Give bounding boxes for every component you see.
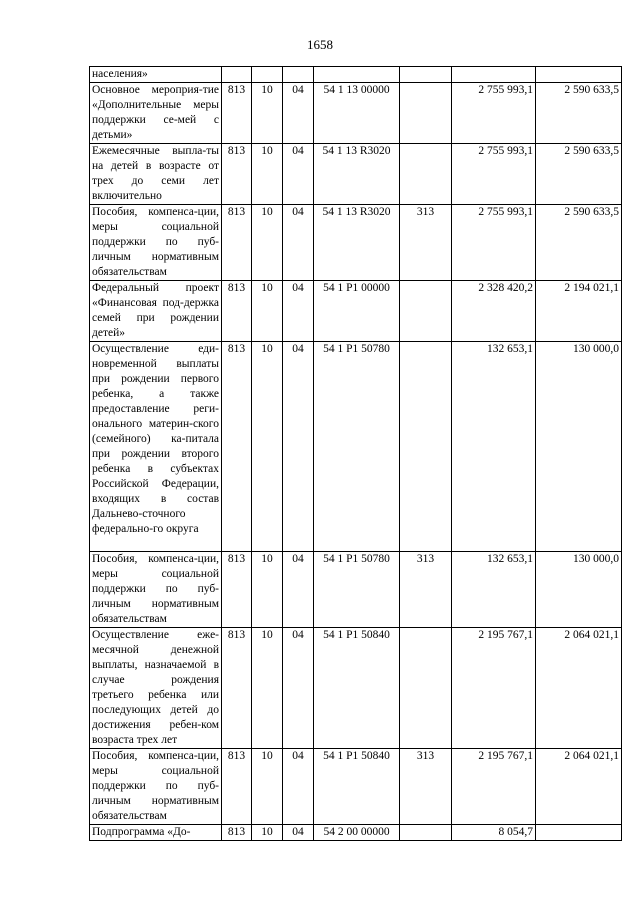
- table-row: [90, 281, 622, 342]
- subsection-cell: 04: [283, 83, 314, 144]
- subsection-cell: 04: [283, 205, 314, 281]
- expense-type-cell: [400, 825, 452, 841]
- subsection-cell: 04: [283, 825, 314, 841]
- amount-year2-cell: 130 000,0: [536, 552, 622, 628]
- section-cell: 10: [252, 205, 283, 281]
- grbs-cell: 813: [222, 825, 252, 841]
- amount-year1-cell: 2 755 993,1: [452, 205, 536, 281]
- table-row: [90, 825, 622, 841]
- budget-table: [89, 66, 622, 841]
- target-article-cell: 54 1 P1 50840: [314, 749, 400, 825]
- target-article-cell: 54 1 P1 50840: [314, 628, 400, 749]
- subsection-cell: 04: [283, 342, 314, 552]
- expense-type-cell: [400, 281, 452, 342]
- subsection-cell: 04: [283, 281, 314, 342]
- amount-year1-cell: 2 195 767,1: [452, 628, 536, 749]
- section-cell: 10: [252, 281, 283, 342]
- target-article-cell: 54 2 00 00000: [314, 825, 400, 841]
- table-row: [90, 205, 622, 281]
- expense-type-cell: 313: [400, 205, 452, 281]
- grbs-cell: 813: [222, 144, 252, 205]
- table-row: [90, 83, 622, 144]
- amount-year1-cell: 132 653,1: [452, 552, 536, 628]
- row-name-cell: Пособия, компенса-ции, меры социальной поддержки по пуб-личным нормативным обязательствам: [90, 552, 222, 628]
- row-name-cell: Осуществление еже-месячной денежной выплаты, назначаемой в случае рождения третьего ребенка или последующих детей до достижения ребен-ком возраста трех лет: [90, 628, 222, 749]
- expense-type-cell: [400, 342, 452, 552]
- section-cell: 10: [252, 749, 283, 825]
- amount-year1-cell: 132 653,1: [452, 342, 536, 552]
- subsection-cell: 04: [283, 749, 314, 825]
- grbs-cell: 813: [222, 628, 252, 749]
- table-row: [90, 628, 622, 749]
- section-cell: 10: [252, 825, 283, 841]
- row-name-cell: населения»: [90, 67, 222, 83]
- amount-year1-cell: 2 195 767,1: [452, 749, 536, 825]
- grbs-cell: [222, 67, 252, 83]
- section-cell: 10: [252, 628, 283, 749]
- grbs-cell: 813: [222, 552, 252, 628]
- row-name-cell: Ежемесячные выпла-ты на детей в возрасте от трех до семи лет включительно: [90, 144, 222, 205]
- expense-type-cell: 313: [400, 552, 452, 628]
- target-article-cell: 54 1 P1 50780: [314, 342, 400, 552]
- row-name-cell: Федеральный проект «Финансовая под-держка семей при рождении детей»: [90, 281, 222, 342]
- expense-type-cell: 313: [400, 749, 452, 825]
- grbs-cell: 813: [222, 281, 252, 342]
- amount-year2-cell: 2 064 021,1: [536, 749, 622, 825]
- amount-year1-cell: [452, 67, 536, 83]
- amount-year2-cell: 2 590 633,5: [536, 83, 622, 144]
- expense-type-cell: [400, 144, 452, 205]
- expense-type-cell: [400, 628, 452, 749]
- grbs-cell: 813: [222, 342, 252, 552]
- subsection-cell: 04: [283, 628, 314, 749]
- grbs-cell: 813: [222, 205, 252, 281]
- table-row: [90, 342, 622, 552]
- target-article-cell: 54 1 13 00000: [314, 83, 400, 144]
- amount-year1-cell: 8 054,7: [452, 825, 536, 841]
- amount-year2-cell: 2 590 633,5: [536, 144, 622, 205]
- section-cell: 10: [252, 342, 283, 552]
- amount-year1-cell: 2 755 993,1: [452, 144, 536, 205]
- subsection-cell: 04: [283, 552, 314, 628]
- amount-year2-cell: [536, 825, 622, 841]
- section-cell: 10: [252, 83, 283, 144]
- row-name-cell: Пособия, компенса-ции, меры социальной поддержки по пуб-личным нормативным обязательствам: [90, 749, 222, 825]
- section-cell: 10: [252, 144, 283, 205]
- table-row: [90, 67, 622, 83]
- section-cell: 10: [252, 552, 283, 628]
- amount-year2-cell: 2 194 021,1: [536, 281, 622, 342]
- expense-type-cell: [400, 67, 452, 83]
- amount-year1-cell: 2 755 993,1: [452, 83, 536, 144]
- grbs-cell: 813: [222, 749, 252, 825]
- target-article-cell: 54 1 P1 50780: [314, 552, 400, 628]
- target-article-cell: 54 1 P1 00000: [314, 281, 400, 342]
- target-article-cell: 54 1 13 R3020: [314, 205, 400, 281]
- subsection-cell: 04: [283, 144, 314, 205]
- row-name-cell: Осуществление еди-новременной выплаты при рождении первого ребенка, а также предоставление реги-онального материн-ского (семейного) ка-питала при рождении второго ребенка в субъектах Российской Федерации, входящих в состав Дальнево-сточного федерально-го округа: [90, 342, 222, 552]
- page-number: 1658: [307, 37, 333, 52]
- amount-year2-cell: 130 000,0: [536, 342, 622, 552]
- table-row: [90, 144, 622, 205]
- amount-year2-cell: [536, 67, 622, 83]
- target-article-cell: 54 1 13 R3020: [314, 144, 400, 205]
- subsection-cell: [283, 67, 314, 83]
- row-name-cell: Подпрограмма «До-: [90, 825, 222, 841]
- amount-year2-cell: 2 590 633,5: [536, 205, 622, 281]
- amount-year1-cell: 2 328 420,2: [452, 281, 536, 342]
- row-name-cell: Пособия, компенса-ции, меры социальной поддержки по пуб-личным нормативным обязательствам: [90, 205, 222, 281]
- section-cell: [252, 67, 283, 83]
- target-article-cell: [314, 67, 400, 83]
- amount-year2-cell: 2 064 021,1: [536, 628, 622, 749]
- table-row: [90, 552, 622, 628]
- expense-type-cell: [400, 83, 452, 144]
- table-row: [90, 749, 622, 825]
- grbs-cell: 813: [222, 83, 252, 144]
- row-name-cell: Основное мероприя-тие «Дополнительные меры поддержки се-мей с детьми»: [90, 83, 222, 144]
